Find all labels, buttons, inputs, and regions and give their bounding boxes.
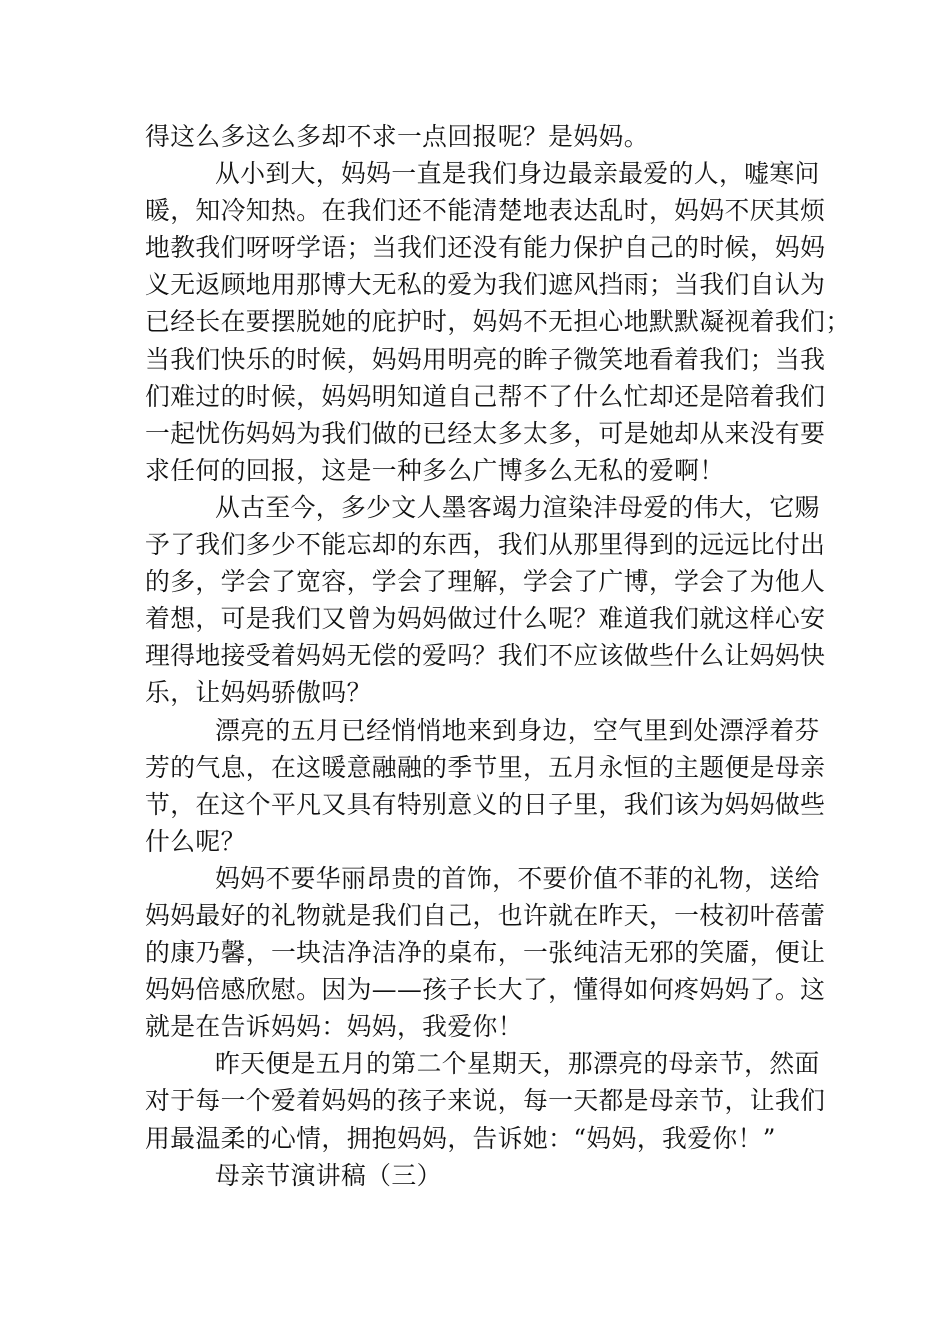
text-line: 已经长在要摆脱她的庇护时，妈妈不无担心地默默凝视着我们； <box>145 307 851 337</box>
paragraph-first-line: 从小到大，妈妈一直是我们身边最亲最爱的人，嘘寒问 <box>215 159 820 189</box>
text-line: 暖，知冷知热。在我们还不能清楚地表达乱时，妈妈不厌其烦 <box>145 196 826 226</box>
text-line: 用最温柔的心情，拥抱妈妈，告诉她：“妈妈，我爱你！” <box>145 1123 776 1153</box>
text-line: 地教我们呀呀学语；当我们还没有能力保护自己的时候，妈妈 <box>145 233 826 263</box>
text-line: 的康乃馨，一块洁净洁净的桌布，一张纯洁无邪的笑靥，便让 <box>145 938 826 968</box>
text-line: 妈妈最好的礼物就是我们自己，也许就在昨天，一枝初叶蓓蕾 <box>145 900 826 930</box>
text-line: 求任何的回报，这是一种多么广博多么无私的爱啊！ <box>145 455 725 485</box>
body-text <box>145 118 851 1194</box>
text-line: 义无返顾地用那博大无私的爱为我们遮风挡雨；当我们自认为 <box>145 270 826 300</box>
section-heading: 母亲节演讲稿（三） <box>215 1160 442 1190</box>
text-line: 理得地接受着妈妈无偿的爱吗？我们不应该做些什么让妈妈快 <box>145 641 826 671</box>
text-line: 着想，可是我们又曾为妈妈做过什么呢？难道我们就这样心安 <box>145 604 826 634</box>
text-line: 一起忧伤妈妈为我们做的已经太多太多，可是她却从来没有要 <box>145 418 826 448</box>
paragraph-first-line: 漂亮的五月已经悄悄地来到身边，空气里到处漂浮着芬 <box>215 715 820 745</box>
paragraph-first-line: 从古至今，多少文人墨客竭力渲染沣母爱的伟大，它赐 <box>215 492 820 522</box>
text-line: 对于每一个爱着妈妈的孩子来说，每一天都是母亲节，让我们 <box>145 1086 826 1116</box>
text-line: 得这么多这么多却不求一点回报呢？是妈妈。 <box>145 122 649 151</box>
text-line: 芳的气息，在这暖意融融的季节里，五月永恒的主题便是母亲 <box>145 752 826 782</box>
text-line: 予了我们多少不能忘却的东西，我们从那里得到的远远比付出 <box>145 530 826 560</box>
text-line: 们难过的时候，妈妈明知道自己帮不了什么忙却还是陪着我们 <box>145 381 826 411</box>
text-line: 当我们快乐的时候，妈妈用明亮的眸子微笑地看着我们；当我 <box>145 344 826 374</box>
text-line: 乐，让妈妈骄傲吗？ <box>145 678 372 708</box>
paragraph-first-line: 妈妈不要华丽昂贵的首饰，不要价值不菲的礼物，送给 <box>215 863 820 893</box>
text-line: 就是在告诉妈妈：妈妈，我爱你！ <box>145 1012 523 1042</box>
paragraph-first-line: 昨天便是五月的第二个星期天，那漂亮的母亲节，然面 <box>215 1049 820 1079</box>
text-line: 的多，学会了宽容，学会了理解，学会了广博，学会了为他人 <box>145 567 826 597</box>
text-line: 妈妈倍感欣慰。因为——孩子长大了，懂得如何疼妈妈了。这 <box>145 975 826 1005</box>
text-line: 什么呢？ <box>145 826 246 856</box>
text-line: 节，在这个平凡又具有特别意义的日子里，我们该为妈妈做些 <box>145 789 826 819</box>
